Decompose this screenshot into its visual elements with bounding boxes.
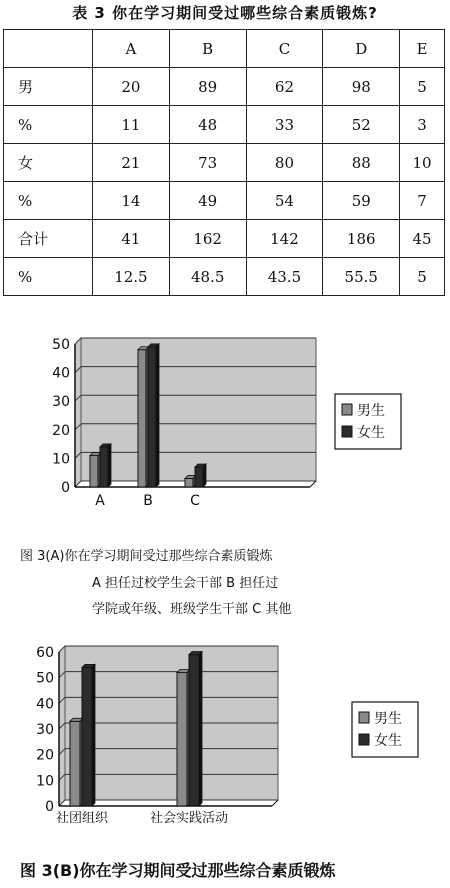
row-label: 男 xyxy=(4,68,93,106)
table-row xyxy=(4,68,445,106)
row-label: % xyxy=(4,182,93,220)
table-cell: 186 xyxy=(323,220,400,258)
table-cell: 21 xyxy=(93,144,170,182)
table-cell: 20 xyxy=(93,68,170,106)
row-label: 合计 xyxy=(4,220,93,258)
table-cell: 49 xyxy=(169,182,246,220)
table-cell: 14 xyxy=(93,182,170,220)
table-cell: 48.5 xyxy=(169,258,246,296)
table-cell: 10 xyxy=(400,144,445,182)
plot-back-wall xyxy=(81,338,316,481)
bar-side xyxy=(203,464,206,487)
table-row xyxy=(4,258,445,296)
x-tick-label: C xyxy=(190,493,200,509)
table-cell: 59 xyxy=(323,182,400,220)
table-cell: 7 xyxy=(400,182,445,220)
table-cell: 52 xyxy=(323,106,400,144)
chart-b-caption: 图 3(B)你在学习期间受过那些综合素质锻炼 xyxy=(20,861,336,880)
header-cell: E xyxy=(400,30,445,68)
legend-label: 女生 xyxy=(374,733,402,749)
floor-edge xyxy=(310,481,316,487)
y-tick-label: 50 xyxy=(36,670,54,687)
header-cell: D xyxy=(323,30,400,68)
data-table xyxy=(3,29,445,296)
bar xyxy=(189,655,199,806)
table-cell: 33 xyxy=(246,106,323,144)
x-tick-label: B xyxy=(143,493,153,509)
table-cell: 162 xyxy=(169,220,246,258)
header-cell: A xyxy=(93,30,170,68)
table-cell: 12.5 xyxy=(93,258,170,296)
bar-side xyxy=(199,652,202,806)
legend-swatch xyxy=(359,734,369,745)
chart-b xyxy=(22,640,442,830)
table-cell: 5 xyxy=(400,68,445,106)
y-tick-label: 30 xyxy=(36,722,54,738)
y-tick-label: 50 xyxy=(52,337,70,353)
table-header-row xyxy=(4,30,445,68)
row-label: % xyxy=(4,106,93,144)
bar xyxy=(177,673,187,806)
y-tick-label: 60 xyxy=(36,645,54,661)
y-tick-label: 30 xyxy=(52,394,70,411)
legend-swatch xyxy=(359,712,369,723)
y-tick-label: 20 xyxy=(52,422,70,439)
header-cell: B xyxy=(169,30,246,68)
table-cell: 62 xyxy=(246,68,323,106)
bar xyxy=(100,447,108,487)
table-cell: 55.5 xyxy=(323,258,400,296)
header-cell xyxy=(4,30,93,68)
y-tick-label: 0 xyxy=(61,480,70,496)
table-cell: 5 xyxy=(400,258,445,296)
legend-label: 女生 xyxy=(357,425,385,441)
table-cell: 88 xyxy=(323,144,400,182)
x-tick-label: 社团组织 xyxy=(55,811,109,826)
table-cell: 142 xyxy=(246,220,323,258)
bar xyxy=(82,667,92,806)
y-tick-label: 40 xyxy=(36,696,54,713)
table-cell: 11 xyxy=(93,106,170,144)
chart-a-note-line2: 学院或年级、班级学生干部 C 其他 xyxy=(92,602,292,617)
row-label: % xyxy=(4,258,93,296)
bar xyxy=(90,456,98,487)
legend-label: 男生 xyxy=(357,403,385,419)
bar-side xyxy=(156,344,159,487)
x-tick-label: 社会实践活动 xyxy=(149,811,229,826)
header-cell: C xyxy=(246,30,323,68)
row-label: 女 xyxy=(4,144,93,182)
legend-label: 男生 xyxy=(374,711,402,727)
table-cell: 98 xyxy=(323,68,400,106)
bar-side xyxy=(108,444,111,487)
bar xyxy=(70,721,80,806)
x-tick-label: A xyxy=(95,493,105,509)
table-cell: 73 xyxy=(169,144,246,182)
legend-swatch xyxy=(342,426,352,437)
table-cell: 80 xyxy=(246,144,323,182)
chart-a xyxy=(40,332,440,512)
y-tick-label: 10 xyxy=(52,451,70,468)
y-tick-label: 20 xyxy=(36,747,54,764)
legend-swatch xyxy=(342,404,352,415)
table-cell: 3 xyxy=(400,106,445,144)
table-row xyxy=(4,182,445,220)
y-tick-label: 0 xyxy=(45,799,54,815)
table-title: 表 3 你在学习期间受过哪些综合素质锻炼? xyxy=(72,4,378,22)
table-row xyxy=(4,106,445,144)
y-tick-label: 40 xyxy=(52,365,70,382)
bar xyxy=(148,347,156,487)
table-cell: 43.5 xyxy=(246,258,323,296)
table-row xyxy=(4,220,445,258)
bar-side xyxy=(92,664,95,806)
chart-a-note-line1: A 担任过校学生会干部 B 担任过 xyxy=(92,576,279,591)
floor-edge xyxy=(272,800,278,806)
chart-a-caption: 图 3(A)你在学习期间受过那些综合素质锻炼 xyxy=(20,549,273,564)
bar xyxy=(185,478,193,487)
table-cell: 54 xyxy=(246,182,323,220)
table-cell: 45 xyxy=(400,220,445,258)
table-cell: 48 xyxy=(169,106,246,144)
y-tick-label: 10 xyxy=(36,773,54,790)
table-cell: 89 xyxy=(169,68,246,106)
table-row xyxy=(4,144,445,182)
bar xyxy=(195,467,203,487)
bar xyxy=(138,350,146,487)
table-cell: 41 xyxy=(93,220,170,258)
